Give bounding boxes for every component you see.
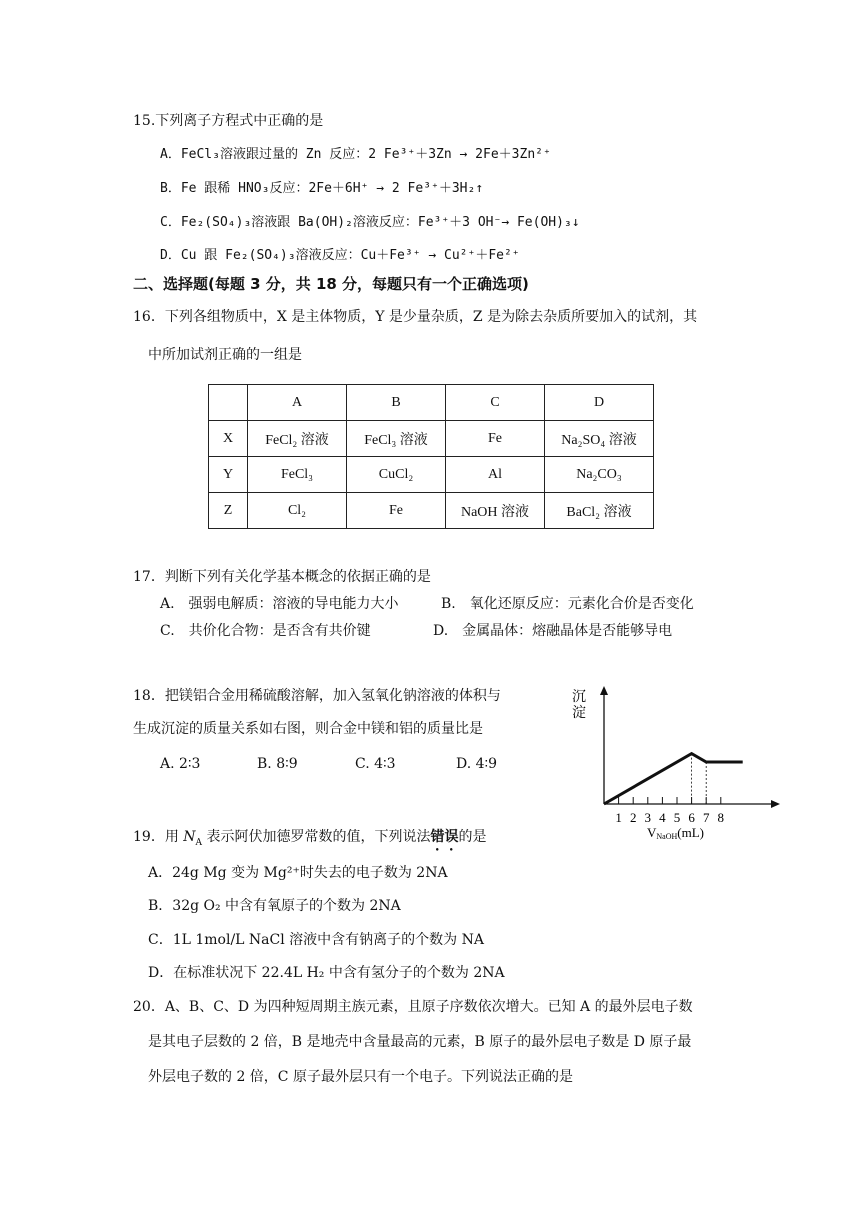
q18-stem-line2: 生成沉淀的质量关系如右图，则合金中镁和铝的质量比是 (133, 721, 483, 737)
q19-option-a: A．24g Mg 变为 Mg²⁺时失去的电子数为 2NA (148, 865, 448, 881)
q19-stem-post: 的是 (458, 829, 487, 845)
q20-stem-line1: 20．A、B、C、D 为四种短周期主族元素，且原子序数依次增大。已知 A 的最外层电子数 (133, 999, 693, 1015)
table-cell: B (347, 385, 446, 421)
x-axis-label: VNaOH(mL) (647, 825, 704, 841)
precipitate-chart (560, 680, 790, 850)
x-tick-label: 1 (615, 810, 622, 825)
table-cell: A (248, 385, 347, 421)
section-heading: 二、选择题(每题 3 分，共 18 分，每题只有一个正确选项) (133, 275, 529, 293)
q18-option-a: A. 2∶3 (160, 756, 201, 772)
q19-stem-emphasis: 错误 (430, 829, 459, 845)
q20-stem-line3: 外层电子数的 2 倍，C 原子最外层只有一个电子。下列说法正确的是 (148, 1069, 573, 1085)
x-axis-arrow (771, 800, 780, 808)
q19-stem-n: N (183, 829, 196, 845)
table-row (209, 457, 654, 493)
x-tick-label: 6 (688, 810, 695, 825)
table-cell: Fe (347, 493, 446, 529)
x-tick-label: 5 (673, 810, 681, 825)
table-cell: Y (209, 457, 248, 493)
q19-stem-mid: 表示阿伏加德罗常数的值，下列说法 (202, 829, 431, 845)
x-tick-label: 3 (644, 810, 652, 825)
x-tick-label: 8 (717, 810, 725, 825)
table-cell: X (209, 421, 248, 457)
table-cell: FeCl₃ 溶液 (347, 421, 446, 457)
table-cell: NaOH 溶液 (446, 493, 545, 529)
q15-option-b: B．Fe 跟稀 HNO₃反应：2Fe＋6H⁺ → 2 Fe³⁺＋3H₂↑ (160, 181, 484, 196)
q17-option-b: B. 氧化还原反应：元素化合价是否变化 (441, 596, 694, 612)
table-cell: D (545, 385, 654, 421)
table-cell: Z (209, 493, 248, 529)
x-tick-label: 2 (629, 810, 637, 825)
table-cell: Na₂CO₃ (545, 457, 654, 493)
table-cell: Al (446, 457, 545, 493)
y-axis-arrow (600, 686, 608, 695)
q19-option-b: B．32g O₂ 中含有氧原子的个数为 2NA (148, 898, 401, 914)
q18-option-c: C. 4∶3 (355, 756, 396, 772)
q15-option-d: D．Cu 跟 Fe₂(SO₄)₃溶液反应：Cu＋Fe³⁺ → Cu²⁺＋Fe²⁺ (160, 248, 520, 263)
q17-stem: 17．判断下列有关化学基本概念的依据正确的是 (133, 569, 431, 585)
table-cell (209, 385, 248, 421)
q17-option-d: D. 金属晶体：熔融晶体是否能够导电 (433, 623, 673, 639)
x-tick-label: 4 (659, 810, 666, 825)
table-cell: Na₂SO₄ 溶液 (545, 421, 654, 457)
q15-option-c: C．Fe₂(SO₄)₃溶液跟 Ba(OH)₂溶液反应：Fe³⁺＋3 OH⁻→ Fe(OH)₃↓ (160, 215, 580, 230)
q15-stem: 15.下列离子方程式中正确的是 (133, 113, 324, 129)
q16-stem-line2: 中所加试剂正确的一组是 (148, 347, 302, 363)
q18-option-d: D. 4∶9 (456, 756, 498, 772)
table-header-row (209, 385, 654, 421)
q19-stem-n-sub: A (195, 837, 203, 848)
table-cell: C (446, 385, 545, 421)
q19-stem-pre: 19．用 (133, 829, 184, 845)
table-cell: CuCl₂ (347, 457, 446, 493)
q18-option-b: B. 8∶9 (257, 756, 298, 772)
q19-stem (133, 827, 486, 854)
q16-table (208, 384, 654, 529)
table-cell: FeCl₃ (248, 457, 347, 493)
q19-option-d: D．在标准状况下 22.4L H₂ 中含有氢分子的个数为 2NA (148, 965, 505, 981)
table-cell: FeCl₂ 溶液 (248, 421, 347, 457)
table-cell: Fe (446, 421, 545, 457)
table-cell: Cl₂ (248, 493, 347, 529)
q17-option-a: A. 强弱电解质：溶液的导电能力大小 (160, 596, 399, 612)
q17-option-c: C. 共价化合物：是否含有共价键 (160, 623, 371, 639)
q16-stem-line1: 16．下列各组物质中，X 是主体物质，Y 是少量杂质，Z 是为除去杂质所要加入的试剂，其 (133, 309, 698, 325)
y-axis-label-1: 沉 (572, 690, 586, 705)
q15-option-a: A．FeCl₃溶液跟过量的 Zn 反应：2 Fe³⁺＋3Zn → 2Fe＋3Zn²⁺ (160, 147, 551, 162)
table-cell: BaCl₂ 溶液 (545, 493, 654, 529)
y-axis-label-2: 淀 (572, 706, 586, 721)
table-row (209, 421, 654, 457)
q18-stem-line1: 18．把镁铝合金用稀硫酸溶解，加入氢氧化钠溶液的体积与 (133, 688, 501, 704)
x-tick-label: 7 (702, 810, 710, 825)
q19-option-c: C．1L 1mol/L NaCl 溶液中含有钠离子的个数为 NA (148, 932, 484, 948)
q20-stem-line2: 是其电子层数的 2 倍，B 是地壳中含量最高的元素，B 原子的最外层电子数是 D 原子最 (148, 1034, 692, 1050)
precipitate-curve (604, 754, 743, 804)
table-row (209, 493, 654, 529)
